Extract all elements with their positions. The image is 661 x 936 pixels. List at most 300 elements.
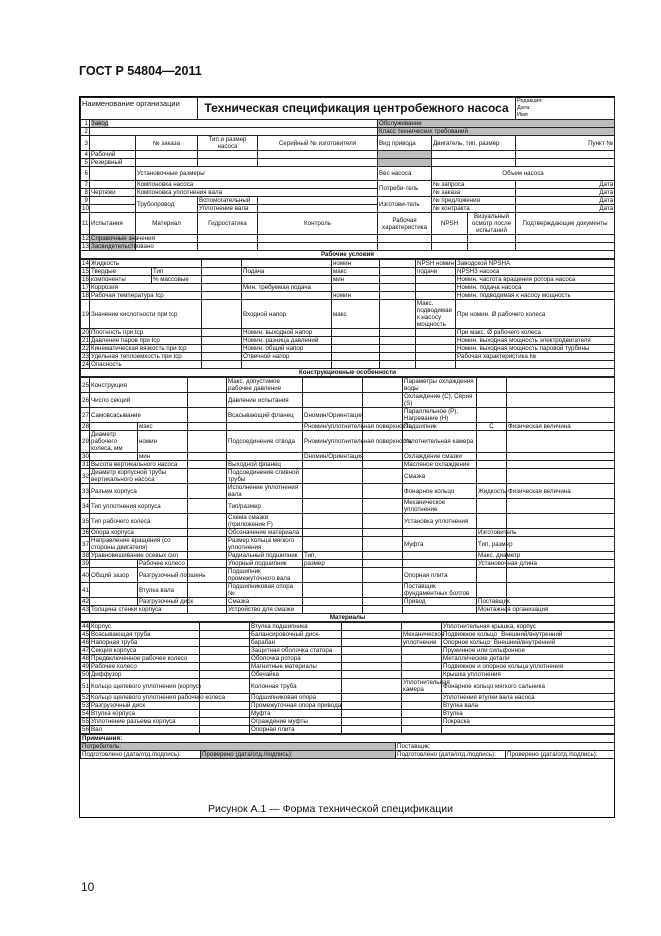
value-cell[interactable]	[188, 537, 227, 552]
value-cell[interactable]	[202, 345, 242, 353]
checked-field[interactable]: Проверено (дата/отд./подпись):	[201, 751, 396, 759]
value-cell[interactable]	[507, 453, 615, 461]
row-number: 34	[81, 499, 90, 514]
value-cell[interactable]	[188, 606, 227, 614]
cell[interactable]	[198, 235, 258, 243]
value-cell[interactable]	[342, 655, 402, 663]
row-number: 3	[81, 136, 90, 151]
group-label	[402, 663, 442, 671]
param-label: Тип, размер	[477, 537, 507, 552]
checked-field-2[interactable]: Проверено (дата/отд./подпись):	[506, 751, 615, 759]
param-sublabel	[303, 583, 363, 598]
weight-label: Вес насоса	[378, 167, 432, 181]
value-cell[interactable]	[363, 537, 403, 552]
group-label	[402, 718, 442, 726]
value-cell[interactable]	[507, 552, 615, 560]
row-number: 54	[82, 710, 89, 717]
value-cell[interactable]	[507, 469, 615, 484]
param-label: Схема смазки (приложение F)	[227, 514, 303, 529]
material-label: Разгрузочный диск	[90, 702, 200, 710]
value-cell[interactable]	[507, 514, 615, 529]
value-cell[interactable]	[200, 663, 250, 671]
operating-row	[81, 345, 615, 353]
param-label	[90, 560, 138, 568]
form-title: Техническая спецификация центробежного насоса	[198, 98, 516, 120]
param-label: Жидкость	[90, 260, 202, 268]
value-cell[interactable]: Физическая величина	[507, 484, 615, 499]
row-number: 18	[82, 292, 89, 299]
blank-cell[interactable]	[90, 128, 378, 136]
value-cell[interactable]	[380, 361, 416, 369]
param-label: Подшипник промежуточного вала	[227, 568, 303, 583]
param-sublabel	[332, 337, 380, 345]
service-field[interactable]: Обслуживание	[378, 120, 615, 128]
param-sublabel: Рабочее колесо	[138, 560, 188, 568]
material-row	[81, 647, 615, 655]
cell[interactable]	[258, 243, 378, 251]
value-cell[interactable]	[188, 453, 227, 461]
value-cell[interactable]	[507, 461, 615, 469]
performance-label: Рабочая характеристика	[378, 213, 432, 235]
material-label: Предвключенное рабочее колесо	[90, 655, 200, 663]
value-cell[interactable]	[342, 639, 402, 647]
row-number: 6	[81, 167, 90, 181]
supplier-field[interactable]: Поставщик:	[396, 743, 615, 751]
operating-row	[81, 284, 615, 292]
value-cell[interactable]	[200, 726, 250, 734]
row-number: 42	[82, 598, 89, 605]
value-cell[interactable]	[188, 499, 227, 514]
consumer-label: Потреби-тель	[378, 181, 432, 197]
param-label: Номин. разница давлений	[242, 337, 332, 345]
param-sublabel: Тип	[152, 268, 202, 276]
param-label	[242, 361, 332, 369]
value-cell[interactable]	[188, 484, 227, 499]
value-cell[interactable]	[202, 361, 242, 369]
design-row	[81, 606, 615, 614]
row-number: 7	[81, 181, 90, 189]
value-cell[interactable]	[507, 598, 615, 606]
row-number: 43	[82, 606, 89, 613]
material-label: Диффузор	[90, 671, 200, 679]
group-label	[402, 702, 442, 710]
row-number: 55	[82, 718, 89, 725]
param-sublabel	[303, 598, 363, 606]
material-label: Втулка подшипника	[250, 623, 342, 631]
value-cell[interactable]	[380, 292, 416, 300]
value-cell[interactable]	[200, 647, 250, 655]
value-cell[interactable]	[363, 393, 403, 408]
cell[interactable]	[136, 151, 198, 159]
value-cell[interactable]	[202, 284, 242, 292]
piping-label: Трубопровод	[136, 197, 198, 213]
param-label: Диаметр рабочего колеса, мм	[90, 431, 138, 453]
param-label: Номин. подача насоса	[456, 284, 615, 292]
value-cell[interactable]	[507, 583, 615, 598]
value-cell[interactable]	[202, 260, 242, 268]
value-cell[interactable]	[380, 345, 416, 353]
value-cell[interactable]	[342, 694, 402, 702]
value-cell[interactable]	[188, 583, 227, 598]
param-sublabel	[303, 529, 363, 537]
material-label: Кольцо щелевого уплотнения (корпус)	[90, 679, 200, 694]
param-label: Мин. требуемая подача	[242, 284, 332, 292]
value-cell[interactable]	[202, 329, 242, 337]
value-cell[interactable]	[202, 276, 242, 284]
material-label: Уплотнительная крышка, корпус	[442, 623, 615, 631]
revision-label: Редакция:	[517, 98, 543, 104]
blank-cell	[90, 197, 136, 205]
operating-row	[81, 329, 615, 337]
value-cell[interactable]	[380, 260, 416, 268]
consumer-field[interactable]: Потребитель:	[81, 743, 396, 751]
value-cell[interactable]	[202, 353, 242, 361]
param-label: Опасность	[90, 361, 202, 369]
date-cell: Дата	[516, 181, 615, 189]
param-label	[416, 292, 456, 300]
value-cell[interactable]	[342, 631, 402, 639]
material-label: Напорная труба	[90, 639, 200, 647]
material-label: Подшипниковая опора	[250, 694, 342, 702]
value-cell[interactable]	[188, 598, 227, 606]
value-cell[interactable]	[363, 453, 403, 461]
row-number: 25	[81, 378, 90, 393]
value-cell[interactable]	[380, 268, 416, 276]
value-cell[interactable]	[188, 378, 227, 393]
value-cell[interactable]	[342, 623, 402, 631]
value-cell[interactable]	[188, 469, 227, 484]
drive-label: Вид привода	[378, 136, 432, 151]
value-cell[interactable]	[342, 702, 402, 710]
value-cell[interactable]	[363, 499, 403, 514]
material-row	[81, 655, 615, 663]
param-label: Заводской NPSHA	[456, 260, 615, 268]
value-cell[interactable]	[188, 514, 227, 529]
material-label: Втулка корпуса	[90, 710, 200, 718]
row-number: 44	[82, 623, 89, 630]
pump-type-label: Тип и размер насоса	[198, 136, 258, 151]
param-label	[477, 568, 507, 583]
value-cell[interactable]	[363, 606, 403, 614]
value-cell[interactable]	[188, 529, 227, 537]
materials-table	[80, 622, 615, 734]
value-cell[interactable]	[380, 329, 416, 337]
cell[interactable]	[378, 159, 432, 167]
row-number: 23	[82, 353, 89, 360]
param-sublabel	[332, 353, 380, 361]
param-label: Уравновешивание осевых сил	[90, 552, 188, 560]
row-number: 12	[82, 235, 89, 242]
param-label: Коррозия	[90, 284, 202, 292]
value-cell[interactable]	[342, 671, 402, 679]
prepared-field[interactable]: Подготовлено (дата/отд./подпись):	[81, 751, 201, 759]
design-row	[81, 529, 615, 537]
value-cell[interactable]	[507, 431, 615, 453]
param-label	[416, 284, 456, 292]
group-label	[402, 623, 442, 631]
value-cell[interactable]	[363, 583, 403, 598]
class-field[interactable]: Класс технических требований	[378, 128, 615, 136]
param-label	[477, 378, 507, 393]
param-label	[477, 408, 507, 423]
design-row	[81, 453, 615, 461]
material-label: Колонная труба	[250, 679, 342, 694]
param-label	[403, 529, 477, 537]
value-cell[interactable]	[188, 393, 227, 408]
param-label: Привод	[403, 598, 477, 606]
group-label: уплотнение	[402, 639, 442, 647]
value-cell[interactable]	[188, 408, 227, 423]
group-label	[402, 694, 442, 702]
value-cell[interactable]	[342, 663, 402, 671]
param-label	[90, 583, 138, 598]
value-cell[interactable]	[202, 268, 242, 276]
param-label	[456, 361, 615, 369]
docs-label: Подтверждающие документы	[516, 213, 615, 235]
row-number: 47	[82, 647, 89, 654]
material-label-text: Подвижное кольцо	[443, 631, 498, 638]
value-cell[interactable]	[363, 514, 403, 529]
date-cell: Дата	[516, 205, 615, 213]
param-label: Подсоединение сливной трубы	[227, 469, 303, 484]
param-label	[90, 453, 138, 461]
param-label: Подача	[242, 268, 332, 276]
row-number: 14	[82, 260, 89, 267]
section-operating: Рабочие условия	[81, 251, 615, 259]
value-cell[interactable]	[202, 300, 242, 329]
param-label: Значение кислотности при tср	[90, 300, 202, 329]
cell[interactable]	[258, 205, 378, 213]
param-label: Муфта	[403, 537, 477, 552]
value-cell[interactable]	[342, 647, 402, 655]
value-cell[interactable]	[200, 718, 250, 726]
row-number: 26	[81, 393, 90, 408]
cell[interactable]	[432, 151, 516, 159]
param-sublabel	[303, 484, 363, 499]
param-label: Тип/размер	[227, 499, 303, 514]
param-label	[242, 292, 332, 300]
cell[interactable]	[468, 235, 516, 243]
value-cell[interactable]	[200, 639, 250, 647]
value-cell[interactable]	[507, 408, 615, 423]
value-cell[interactable]	[363, 552, 403, 560]
value-cell[interactable]	[507, 529, 615, 537]
order-no-label: № заказа	[136, 136, 198, 151]
row-number: 40	[81, 568, 90, 583]
cell[interactable]	[378, 243, 432, 251]
value-cell[interactable]	[363, 408, 403, 423]
value-cell[interactable]	[363, 469, 403, 484]
param-sublabel	[303, 469, 363, 484]
value-cell[interactable]	[188, 560, 227, 568]
value-cell[interactable]	[200, 710, 250, 718]
param-label: Монтажная организация	[478, 606, 549, 613]
param-label: Рабочая характеристика №	[456, 353, 615, 361]
param-label: Конструкция	[90, 378, 188, 393]
param-label: Макс. допустимое рабочее давление	[227, 378, 303, 393]
param-label: Диаметр корпусной трубы вертикального насоса	[90, 469, 188, 484]
value-cell[interactable]	[507, 499, 615, 514]
cell[interactable]	[136, 159, 198, 167]
param-sublabel: номин	[332, 260, 380, 268]
material-label: Оболочка ротора	[250, 655, 342, 663]
param-label: Подсоединение отвода	[227, 431, 303, 453]
group-label	[402, 647, 442, 655]
row-number: 52	[82, 694, 89, 701]
cell[interactable]	[198, 151, 258, 159]
cell[interactable]	[378, 151, 432, 159]
param-sublabel: Pномин/уплотнительная поверхность	[304, 423, 412, 430]
value-cell[interactable]	[363, 484, 403, 499]
param-label: Механическое уплотнение	[403, 499, 477, 514]
value-cell[interactable]	[188, 423, 227, 431]
value-cell[interactable]	[380, 300, 416, 329]
cell[interactable]	[258, 151, 378, 159]
prepared-field-2[interactable]: Подготовлено (дата/отд./подпись):	[396, 751, 506, 759]
param-label: Направление вращения (со стороны двигателя)	[90, 537, 188, 552]
param-label: Кинематическая вязкость при tср	[90, 345, 202, 353]
cell[interactable]	[468, 243, 516, 251]
value-cell[interactable]	[507, 393, 615, 408]
material-row	[81, 639, 615, 647]
section-materials: Материалы	[81, 614, 615, 622]
row-number: 16	[82, 276, 89, 283]
value-cell[interactable]	[363, 378, 403, 393]
value-cell[interactable]	[200, 655, 250, 663]
plant-field[interactable]	[90, 120, 378, 128]
row-number: 36	[82, 529, 89, 536]
blank-cell	[90, 181, 136, 189]
row-number: 27	[81, 408, 90, 423]
value-cell[interactable]	[363, 529, 403, 537]
param-label: Масляное охлаждение	[403, 461, 477, 469]
value-cell[interactable]	[188, 552, 227, 560]
value-cell[interactable]	[380, 276, 416, 284]
value-cell[interactable]	[200, 623, 250, 631]
cell[interactable]	[258, 197, 378, 205]
param-label: Разъем корпуса	[90, 484, 188, 499]
param-label	[403, 552, 477, 560]
cell[interactable]	[198, 243, 258, 251]
notes-label: Примечания:	[81, 735, 615, 743]
param-label: Установка уплотнения	[403, 514, 477, 529]
value-cell[interactable]	[188, 461, 227, 469]
param-sublabel	[303, 378, 363, 393]
value-cell[interactable]	[202, 292, 242, 300]
param-label: подачи	[416, 268, 456, 276]
figure-caption: Рисунок А.1 — Форма технической спецификации	[208, 803, 453, 815]
design-row	[81, 598, 615, 606]
cell[interactable]	[432, 243, 468, 251]
cell[interactable]	[516, 151, 615, 159]
param-label	[416, 276, 456, 284]
param-label: Размер кольца мягкого уплотнения	[227, 537, 303, 552]
value-cell[interactable]	[342, 718, 402, 726]
material-label: барабан	[250, 639, 342, 647]
value-cell[interactable]	[380, 353, 416, 361]
param-label	[416, 345, 456, 353]
param-label: Смазка	[227, 598, 303, 606]
cell[interactable]	[516, 243, 615, 251]
cell[interactable]	[198, 159, 258, 167]
material-label	[442, 631, 615, 639]
value-cell[interactable]	[200, 631, 250, 639]
param-label: Подшипник	[403, 423, 477, 431]
row-number: 11	[81, 213, 90, 235]
value-cell[interactable]	[380, 337, 416, 345]
param-label	[227, 453, 303, 461]
row-number: 33	[81, 484, 90, 499]
row-number: 28	[82, 423, 89, 430]
row-number: 32	[81, 469, 90, 484]
auxiliary-label: Вспомогательный	[198, 197, 258, 205]
param-label	[90, 598, 138, 606]
section-design: Конструкционные особенности	[81, 369, 615, 377]
param-label: Упорный подшипник	[227, 560, 303, 568]
material-row	[81, 694, 615, 702]
cell[interactable]	[432, 235, 468, 243]
material-label: Магнитные материалы	[250, 663, 342, 671]
param-label: Параметры охлаждения воды	[403, 378, 477, 393]
value-cell[interactable]	[380, 284, 416, 292]
value-cell[interactable]	[200, 679, 250, 694]
contract-label: № контракта	[432, 205, 516, 213]
value-cell[interactable]	[363, 598, 403, 606]
material-row	[81, 671, 615, 679]
cell[interactable]	[258, 235, 378, 243]
cell[interactable]	[516, 235, 615, 243]
row-number: 17	[82, 284, 89, 291]
param-label: Параллельное (Р), Нагревание (Н)	[403, 408, 477, 423]
hydrostatic-label: Гидростатика	[198, 213, 258, 235]
value-cell[interactable]	[202, 337, 242, 345]
value-cell[interactable]	[363, 568, 403, 583]
value-cell[interactable]	[200, 702, 250, 710]
row-number: 50	[82, 671, 89, 678]
value-cell[interactable]	[342, 710, 402, 718]
value-cell[interactable]	[507, 568, 615, 583]
param-label: Номин. выходной напор	[242, 329, 332, 337]
param-label	[477, 431, 507, 453]
value-cell[interactable]	[342, 726, 402, 734]
value-cell[interactable]	[363, 461, 403, 469]
material-row	[81, 631, 615, 639]
group-label: Механическое	[403, 631, 445, 638]
value-cell[interactable]	[507, 537, 615, 552]
footer-table	[80, 734, 615, 759]
material-label: Подвижное и опорное кольца уплотнения	[442, 663, 615, 671]
param-label: Толщина стенки корпуса	[90, 606, 188, 614]
value-cell[interactable]	[342, 679, 402, 694]
design-row	[81, 499, 615, 514]
value-cell[interactable]	[507, 378, 615, 393]
cell[interactable]	[258, 159, 378, 167]
drawings-label: Чертежи	[90, 189, 136, 197]
cell[interactable]	[516, 159, 615, 167]
value-cell[interactable]	[363, 560, 403, 568]
reference-label: Справочные значения	[91, 235, 155, 242]
material-label: Опорная плита	[250, 726, 342, 734]
value-cell[interactable]	[200, 671, 250, 679]
cell[interactable]	[378, 235, 432, 243]
param-label: Поставщик	[478, 598, 510, 605]
value-cell[interactable]	[188, 431, 227, 453]
cell[interactable]	[432, 159, 516, 167]
date-label: Дата:	[517, 105, 531, 111]
date-cell: Дата	[516, 197, 615, 205]
param-label: Установочная длина	[478, 560, 537, 567]
row-number: 13	[82, 243, 89, 250]
